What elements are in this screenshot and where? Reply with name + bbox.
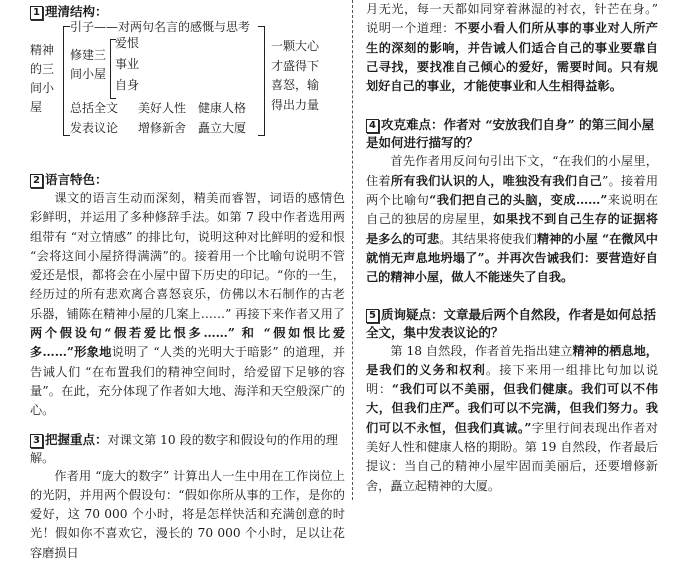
section-1-label: 理清结构： (45, 4, 108, 19)
section-5-heading (366, 306, 658, 342)
diagram-row2-b: 增修新舍 (138, 121, 187, 135)
section-2-text: 课文的语言生动而深刻，精美而睿智，词语的感情色彩鲜明，并运用了多种修辞手法。如第 7 段中作者选用两组带有 “对立情感” 的排比句，说明这种对比鲜明的爱和恨 “会将这间小屋挤得满满”的。接着用一个比喻句说明不管爱还是恨，都将会在小屋中留下历史的印记。“你的一生，经历过的所有悲欢离合喜怒哀乐，仿佛以木石制作的古老乐器，铺陈在精神小屋的几案上……” 再接下来作者又用了两个假设句“假若爱比恨多……” 和 “假如恨比爱多……”形象地说明了 “人类的光明大于暗影” 的道理，并告诫人们 “在布置我们的精神空间时，给爱留下足够的容量”。在此，充分体现了作者如大地、海洋和天空般深广的心。 (30, 191, 346, 418)
section-2-heading (30, 171, 345, 189)
structure-diagram (30, 21, 345, 147)
diagram-row2-c: 矗立大厦 (198, 121, 247, 135)
section-3-number: 3 (30, 434, 43, 448)
section-5-label: 质询疑点： (381, 306, 444, 322)
section-3-heading (30, 431, 345, 467)
section-4-label: 攻克难点： (381, 117, 444, 133)
diagram-bracket-right (264, 26, 265, 136)
diagram-row1-c: 健康人格 (198, 101, 247, 115)
section-4-heading (366, 116, 658, 152)
diagram-row2-a: 发表议论 (70, 121, 119, 135)
section-5-question: 文章最后两个自然段，作者是如何总括全文，集中发表议论的？ (366, 306, 657, 340)
section-1-number: 1 (30, 6, 43, 20)
section-2 (30, 171, 345, 421)
section-5-number: 5 (366, 309, 379, 323)
section-4-text: 首先作者用反问句引出下文，“在我们的小屋里，住着所有我们认识的人，唯独没有我们自己”。接着用两个比喻句“我们把自己的头脑，变成……”来说明在自己的独居的房屋里，如果找不到自己生存的证据将是多么的可悲。其结果将使我们精神的小屋 “在微风中就悄无声息地坍塌了”。并再次告诫我们：要营造好自己的精神小屋，做人不能迷失了自我。 (366, 154, 659, 285)
section-4-question: 作者对 “安放我们自身” 的第三间小屋是如何进行描写的？ (366, 117, 655, 151)
right-column (366, 0, 658, 496)
section-4-number: 4 (366, 119, 379, 133)
diagram-row1-a: 总括全文 (70, 101, 119, 115)
section-5 (366, 306, 658, 496)
section-3-text: 作者用 “庞大的数字” 计算出人一生中用在工作岗位上的光阴，并用两个假设句：“假如你所从事的工作，是你的爱好，这 70 000 个小时，将是怎样快活和充满创意的时光！假如你不喜欢它，漫长的 70 000 个小时，足以让花容磨损日 (30, 468, 345, 560)
diagram-title: 精神 的三 间小 屋 (30, 43, 55, 114)
section-4 (366, 116, 658, 287)
diagram-bracket (63, 26, 64, 136)
diagram-sub: 修建三 间小屋 (70, 48, 107, 81)
column-divider (352, 0, 353, 500)
continued-text: 月无光，每一天都如同穿着淋湿的衬衣，针芒在身。” 说明一个道理：不要小看人们所从事的事业对人所产生的深刻的影响，并告诫人们适合自己的事业要靠自己寻找，要找准自己倾心的爱好，需要时间。只有规划好自己的事业，才能使事业和人生相得益彰。 (366, 2, 658, 94)
diagram-right-col: 一颗大心 才盛得下 喜怒，输 得出力量 (271, 39, 320, 112)
left-column (30, 0, 345, 563)
section-2-number: 2 (30, 174, 43, 188)
section-5-text: 第 18 自然段，作者首先指出建立精神的栖息地，是我们的义务和权利。接下来用一组排比句加以说明：“我们可以不美丽，但我们健康。我们可以不伟大，但我们庄严。我们可以不完满，但我们努力。我们可以不永恒，但我们真诚。”字里行间表现出作者对美好人性和健康人格的期盼。第 19 自然段，作者最后提议：当自己的精神小屋牢固而美丽后，还要增修新舍，矗立起精神的大厦。 (366, 343, 659, 493)
section-3-label: 把握重点： (45, 431, 108, 447)
section-3-question: 对课文第 10 段的数字和假设句的作用的理解。 (30, 432, 338, 465)
diagram-branch: 引子——对两句名言的感慨与思考 (70, 20, 251, 34)
diagram-items: 爱恨 事业 自身 (115, 36, 140, 92)
section-2-label: 语言特色： (45, 172, 108, 187)
section-3 (30, 431, 345, 563)
section-1 (30, 3, 345, 147)
diagram-row1-b: 美好人性 (138, 101, 187, 115)
